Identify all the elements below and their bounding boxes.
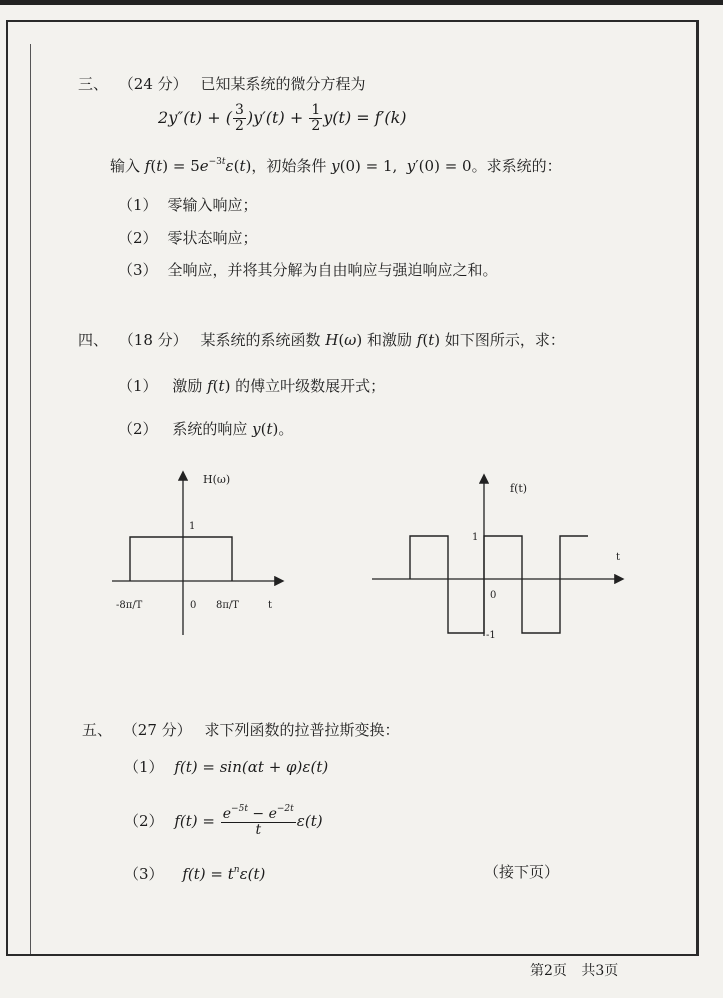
footer-total-pages: 共3页	[581, 963, 619, 979]
f-origin-label: 0	[490, 590, 497, 601]
q4-part-1: （1） 激励 f(t) 的傅立叶级数展开式；	[118, 377, 386, 395]
q4-intro: 某系统的系统函数 H(ω) 和激励 f(t) 如下图所示，求：	[200, 331, 565, 349]
f-high-label: 1	[472, 532, 479, 543]
q3-equation: 2y″(t) + ( $\frac{3}{2}$ )y′(t) + $\frac{1}{2}$ y(t) = f′(k)	[158, 102, 407, 134]
footer-current-page: 第2页	[530, 963, 567, 979]
h-right-label: 8π/T	[216, 600, 239, 611]
q5-part-3: （3） $f(t) = t^n\varepsilon(t)$	[124, 865, 266, 883]
q5-number: 五、	[82, 721, 113, 739]
h-left-label: -8π/T	[116, 600, 143, 611]
q3-part-3: （3） 全响应，并将其分解为自由响应与强迫响应之和。	[118, 261, 498, 279]
continued-note: （接下页）	[484, 863, 560, 881]
margin-rule	[30, 44, 31, 954]
q4-part-2: （2） 系统的响应 y(t)。	[118, 420, 294, 438]
h-level-label: 1	[189, 521, 196, 532]
q5-part-2: （2） f(t) = $\frac{e^{-5t} - e^{-2t}}{t}$ ε(t)	[124, 803, 323, 838]
q5-part-1: （1） f(t) = sin(αt + φ)ε(t)	[124, 758, 329, 776]
h-omega-figure	[110, 465, 300, 645]
q3-part-2: （2） 零状态响应；	[118, 229, 258, 247]
q4-heading	[78, 330, 565, 350]
page-footer	[530, 960, 618, 980]
h-rect-pulse	[130, 537, 232, 581]
q5-heading	[82, 720, 399, 740]
q5-points: （27 分）	[122, 721, 192, 739]
q4-points: （18 分）	[118, 331, 188, 349]
h-title: H(ω)	[203, 473, 231, 486]
q3-input-line: 输入 $f(t) = 5e^{-3t}\varepsilon(t)$，初始条件 y(0) = 1, y′(0) = 0。求系统的：	[110, 157, 562, 175]
f-low-label: -1	[486, 630, 496, 641]
f-title: f(t)	[510, 482, 528, 495]
f-square-wave	[410, 536, 588, 633]
f-t-figure	[372, 468, 632, 648]
q3-heading	[78, 74, 365, 94]
scan-edge	[0, 0, 723, 5]
q4-number: 四、	[78, 331, 109, 349]
h-origin-label: 0	[190, 600, 197, 611]
q3-number: 三、	[78, 75, 109, 93]
q3-intro: 已知某系统的微分方程为	[200, 75, 366, 93]
f-axis-label: t	[616, 552, 621, 563]
q3-points: （24 分）	[118, 75, 188, 93]
q3-part-1: （1） 零输入响应；	[118, 196, 258, 214]
h-axis-label: t	[268, 600, 273, 611]
q5-intro: 求下列函数的拉普拉斯变换：	[204, 721, 400, 739]
